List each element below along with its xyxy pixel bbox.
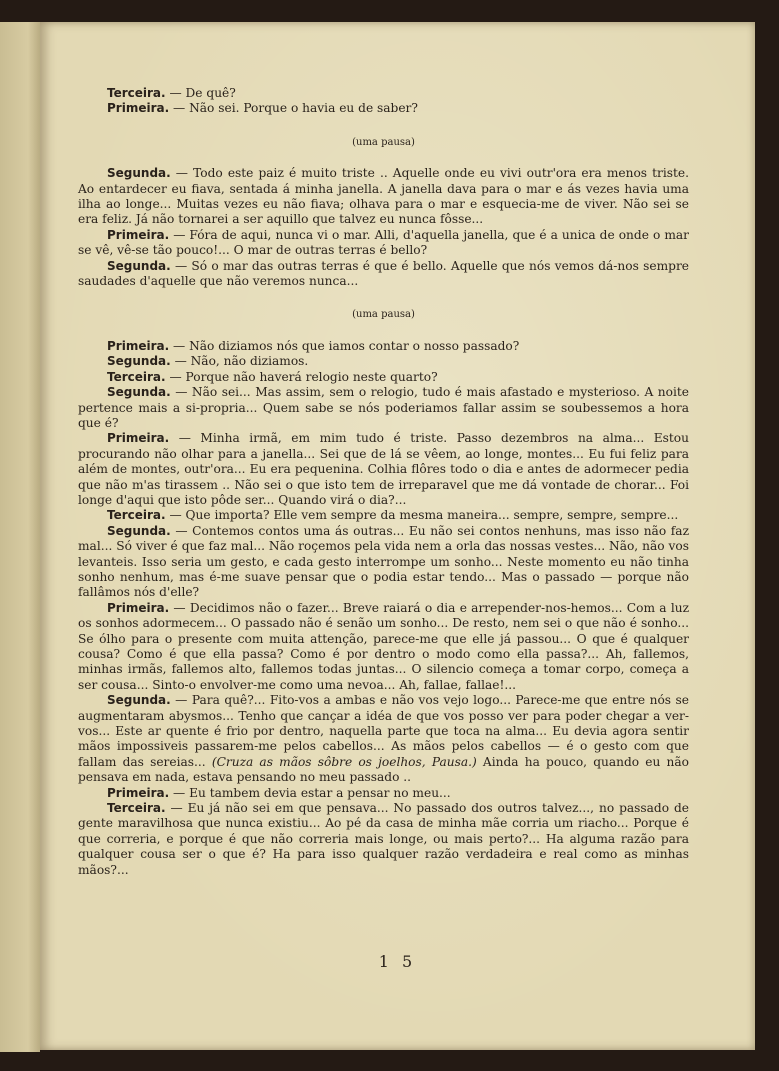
dialogue-line [78,86,689,101]
speaker-name: Primeira. [107,101,170,116]
dialogue-text: — Contemos contos uma ás outras... Eu não sei contos nenhuns, mas isso não faz mal... Só viver é que faz mal... Não roçemos pela vida nem a orla das nossas vestes... Não, não vos levanteis. Isso seria um gesto, e cada gesto interrompe um sonho... Neste momento eu não tinha sonho nenhum, mas é-me suave pensar que o podia estar tendo... Mas o passado — porque não fallâmos nós d'elle? [78,523,689,600]
speaker-name: Terceira. [107,86,166,100]
speaker-name: Primeira. [107,338,170,353]
left-page-edge [0,22,40,1052]
stage-direction: (uma pausa) [352,309,415,321]
page-text [78,86,689,878]
dialogue-text: — De quê? [165,86,236,100]
dialogue-line [78,370,689,385]
dialogue-text: — Eu tambem devia estar a pensar no meu... [169,785,451,800]
dialogue-line [78,228,689,259]
dialogue-text: — Só o mar das outras terras é que é bello. Aquelle que nós vemos dá-nos sempre saudades d'aquelle que não veremos nunca... [78,258,689,289]
dialogue-text: — Fóra de aqui, nunca vi o mar. Alli, d'aquella janella, que é a unica de onde o mar se vê, vê-se tão pouco!... O mar de outras terras é bello? [78,227,689,258]
speaker-name: Terceira. [107,801,166,816]
speaker-name: Primeira. [107,431,170,446]
speaker-name: Segunda. [107,523,171,538]
page-number: 1 5 [378,952,417,971]
dialogue-text: — Todo este paiz é muito triste .. Aquelle onde eu vivi outr'ora era menos triste. Ao entardecer eu fiava, sentada á minha janella. A janella dava para o mar e ás vezes havia uma ilha ao longe... Muitas vezes eu não fiava; olhava para o mar e esquecia-me de viver. Não sei se era feliz. Já não tornarei a ser aquillo que talvez eu nunca fôsse... [78,166,689,227]
speaker-name: Primeira. [107,785,170,800]
dialogue-line [78,385,689,431]
dialogue-text: — Eu já não sei em que pensava... No passado dos outros talvez..., no passado de gente maravilhosa que nunca existiu... Ao pé da casa de minha mãe corria um riacho... Porque é que correria, e porque é que não correria mais longe, ou mais perto?... Ha alguma razão para qualquer cousa ser o que é? Ha para isso qualquer razão verdadeira e real como as minhas mãos?... [78,801,689,877]
dialogue-text: — Não diziamos nós que iamos contar o nosso passado? [169,338,520,353]
speaker-name: Segunda. [107,258,171,273]
speaker-name: Segunda. [107,166,171,181]
dialogue-line [78,259,689,290]
speaker-name: Terceira. [107,369,166,384]
dialogue-text: — Minha irmã, em mim tudo é triste. Passo dezembros na alma... Estou procurando não olhar para a janella... Sei que de lá se vêem, ao longe, montes... Eu fui feliz para além de montes, outr'ora... Eu era pequenina. Colhia flôres todo o dia e antes de adormecer pedia que não m'as tirassem .. Não sei o que isto tem de irreparavel que me dá vontade de chorar... Foi longe d'aqui que isto pôde ser... Quando virá o dia?... [78,431,689,507]
dialogue-line [78,508,689,523]
dialogue-line [78,431,689,508]
dialogue-text: — Não sei. Porque o havia eu de saber? [169,101,418,116]
speaker-name: Primeira. [107,600,170,615]
dialogue-line [78,101,689,116]
dialogue-line [78,166,689,228]
dialogue-line [78,524,689,601]
dialogue-text: — Não, não diziamos. [170,354,309,369]
stage-direction: (uma pausa) [352,136,415,148]
dialogue-text: — Que importa? Elle vem sempre da mesma maneira... sempre, sempre, sempre... [165,508,679,523]
dialogue-text: — Decidimos não o fazer... Breve raiará o dia e arrepender-nos-hemos... Com a luz os sonhos adormecem... O passado não é senão um sonho... De resto, nem sei o que não é sonho... Se ólho para o presente com muita attenção, parece-me que elle já passou... O que é qualquer cousa? Como é que ella passa? Como é por dentro o modo como ella passa?... Ah, fallemos, minhas irmãs, fallemos alto, fallemos todas juntas... O silencio começa a tomar corpo, começa a ser cousa... Sinto-o envolver-me como uma nevoa... Ah, fallae, fallae!... [78,600,689,692]
book-page [40,22,755,1050]
dialogue-line [78,693,689,785]
dialogue-line [78,339,689,354]
speaker-name: Primeira. [107,227,170,242]
dialogue-line [78,801,689,878]
speaker-name: Segunda. [107,693,171,708]
speaker-name: Terceira. [107,508,166,523]
stage-direction-inline: (Cruza as mãos sôbre os joelhos, Pausa.) [211,754,477,769]
speaker-name: Segunda. [107,354,171,369]
dialogue-text-continued: Ainda ha pouco, quando eu não pensava em nada, estava pensando no meu passado .. [78,754,690,785]
dialogue-text: — Não sei... Mas assim, sem o relogio, tudo é mais afastado e mysterioso. A noite pertence mais a si-propria... Quem sabe se nós poderiamos fallar assim se soubessemos a hora que é? [78,385,689,430]
dialogue-line [78,354,689,369]
dialogue-text: — Porque não haverá relogio neste quarto? [165,369,438,384]
dialogue-text: — Para quê?... Fito-vos a ambas e não vos vejo logo... Parece-me que entre nós se augmentaram abysmos... Tenho que cançar a idéa de que vos posso ver para poder chegar a ver-vos... Este ar quente é frio por dentro, naquella parte que toca na alma... Eu devia agora sentir mãos impossiveis passarem-me pelos cabellos... As mãos pelos cabellos — é o gesto com que fallam das sereias... [78,693,689,769]
dialogue-line [78,601,689,693]
dialogue-line [78,786,689,801]
speaker-name: Segunda. [107,385,171,400]
